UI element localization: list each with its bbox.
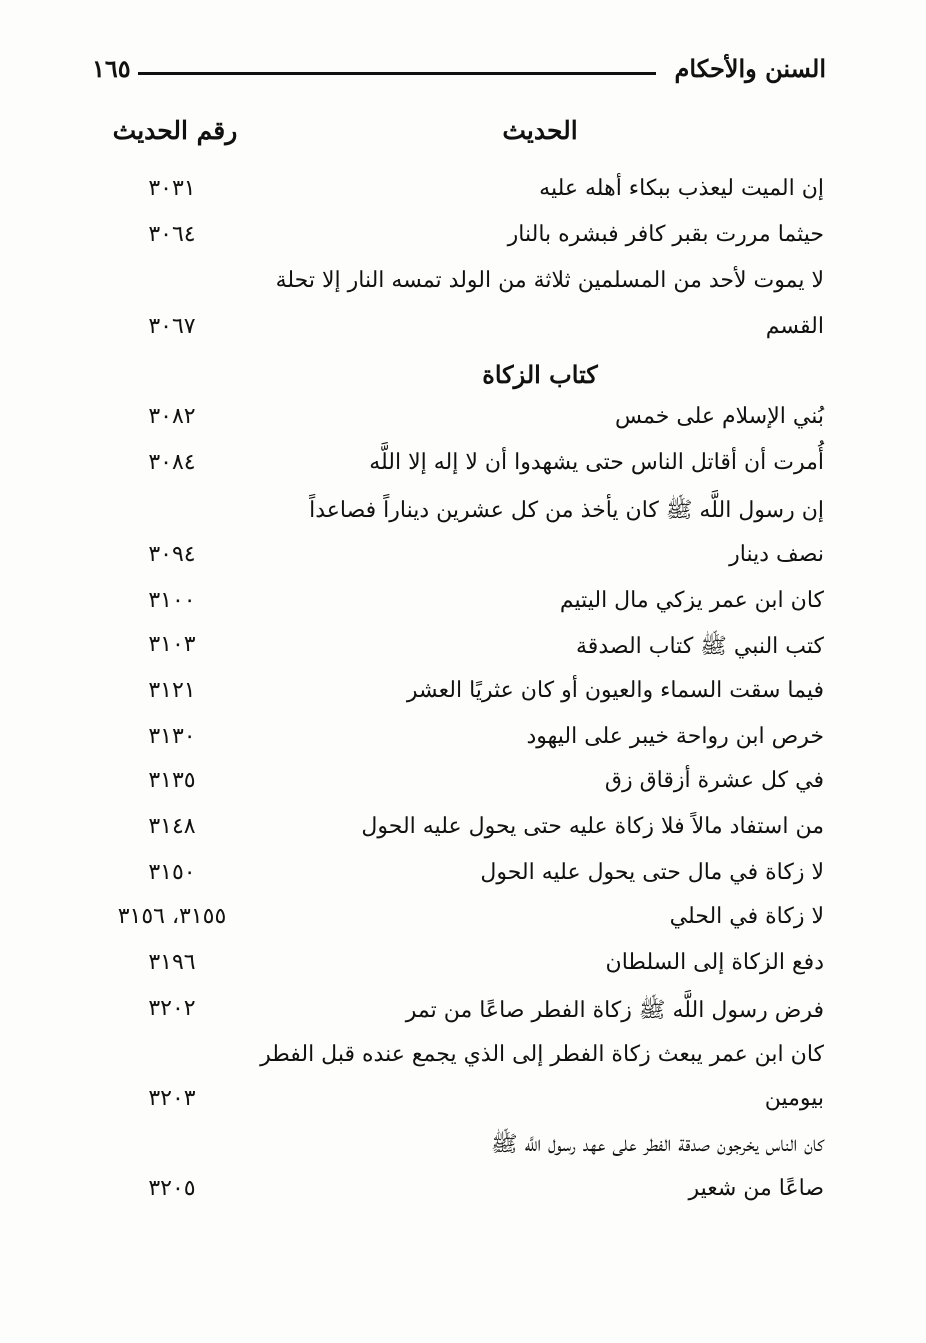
hadith-text: بيومين bbox=[764, 1086, 824, 1111]
hadith-text: بُني الإسلام على خمس bbox=[614, 404, 824, 429]
hadith-number: ٣١٥٠ bbox=[148, 860, 196, 885]
hadith-number: ٣٠٩٤ bbox=[148, 542, 196, 567]
table-row bbox=[0, 1042, 926, 1088]
table-row bbox=[0, 724, 926, 770]
hadith-text: نصف دينار bbox=[729, 542, 824, 567]
page-number: ١٦٥ bbox=[92, 54, 131, 83]
hadith-number: ٣١٠٣ bbox=[148, 632, 196, 657]
hadith-text: كان ابن عمر يزكي مال اليتيم bbox=[559, 588, 824, 613]
hadith-text: لا زكاة في الحلي bbox=[669, 904, 824, 929]
hadith-text: أُمرت أن أقاتل الناس حتى يشهدوا أن لا إله إلا اللَّه bbox=[369, 450, 824, 475]
hadith-text: فيما سقت السماء والعيون أو كان عثريًا العشر bbox=[406, 678, 824, 703]
hadith-number: ٣١٤٨ bbox=[148, 814, 196, 839]
running-header bbox=[92, 54, 826, 94]
hadith-text: لا زكاة في مال حتى يحول عليه الحول bbox=[480, 860, 824, 885]
table-row bbox=[0, 904, 926, 950]
table-row bbox=[0, 542, 926, 588]
hadith-text: صاعًا من شعير bbox=[688, 1176, 824, 1201]
hadith-text: دفع الزكاة إلى السلطان bbox=[605, 950, 824, 975]
hadith-text: إن رسول اللَّه ﷺ كان يأخذ من كل عشرين ديناراً فصاعداً bbox=[309, 498, 824, 523]
hadith-text: القسم bbox=[765, 314, 824, 339]
hadith-text: فرض رسول اللَّه ﷺ زكاة الفطر صاعًا من تمر bbox=[405, 998, 824, 1023]
table-row bbox=[0, 588, 926, 634]
table-row bbox=[0, 268, 926, 314]
table-row bbox=[0, 314, 926, 360]
hadith-text: لا يموت لأحد من المسلمين ثلاثة من الولد تمسه النار إلا تحلة bbox=[275, 268, 824, 293]
table-row bbox=[0, 1130, 926, 1176]
hadith-number: ٣١٩٦ bbox=[148, 950, 196, 975]
table-row bbox=[0, 1176, 926, 1222]
header-title: السنن والأحكام bbox=[674, 54, 826, 83]
table-row bbox=[0, 632, 926, 678]
hadith-text: في كل عشرة أزقاق زق bbox=[604, 768, 824, 793]
table-row bbox=[0, 222, 926, 268]
table-row bbox=[0, 950, 926, 996]
hadith-text: كتب النبي ﷺ كتاب الصدقة bbox=[576, 634, 824, 659]
hadith-number: ٣٢٠٣ bbox=[148, 1086, 196, 1111]
hadith-number: ٣١٥٥، ٣١٥٦ bbox=[117, 904, 227, 929]
hadith-number: ٣٠٦٤ bbox=[148, 222, 196, 247]
hadith-number: ٣١٢١ bbox=[148, 678, 196, 703]
table-row bbox=[0, 450, 926, 496]
hadith-text: كان الناس يخرجون صدقة الفطر على عهد رسول اللَّه ﷺ bbox=[490, 1132, 824, 1157]
hadith-text: كان ابن عمر يبعث زكاة الفطر إلى الذي يجمع عنده قبل الفطر bbox=[260, 1042, 824, 1067]
hadith-number: ٣٢٠٥ bbox=[148, 1176, 196, 1201]
hadith-text: حيثما مررت بقبر كافر فبشره بالنار bbox=[507, 222, 824, 247]
hadith-text: خرص ابن رواحة خيبر على اليهود bbox=[526, 724, 824, 749]
hadith-number: ٣٠٣١ bbox=[148, 176, 196, 201]
table-row bbox=[0, 404, 926, 450]
hadith-number: ٣١٠٠ bbox=[148, 588, 196, 613]
table-row bbox=[0, 496, 926, 542]
section-title: كتاب الزكاة bbox=[482, 360, 598, 389]
table-row bbox=[0, 176, 926, 222]
hadith-number: ٣٠٨٤ bbox=[148, 450, 196, 475]
hadith-number: ٣١٣٠ bbox=[148, 724, 196, 749]
table-row bbox=[0, 860, 926, 906]
hadith-text: من استفاد مالاً فلا زكاة عليه حتى يحول عليه الحول bbox=[361, 814, 824, 839]
table-row bbox=[0, 814, 926, 860]
table-row bbox=[0, 768, 926, 814]
table-row bbox=[0, 1086, 926, 1132]
column-header-number: رقم الحديث bbox=[112, 116, 238, 145]
hadith-number: ٣١٣٥ bbox=[148, 768, 196, 793]
header-rule bbox=[138, 72, 656, 75]
hadith-number: ٣٢٠٢ bbox=[148, 996, 196, 1021]
hadith-number: ٣٠٨٢ bbox=[148, 404, 196, 429]
column-header-hadith: الحديث bbox=[502, 116, 578, 145]
table-row bbox=[0, 678, 926, 724]
hadith-text: إن الميت ليعذب ببكاء أهله عليه bbox=[539, 176, 824, 201]
hadith-number: ٣٠٦٧ bbox=[148, 314, 196, 339]
table-row bbox=[0, 996, 926, 1042]
